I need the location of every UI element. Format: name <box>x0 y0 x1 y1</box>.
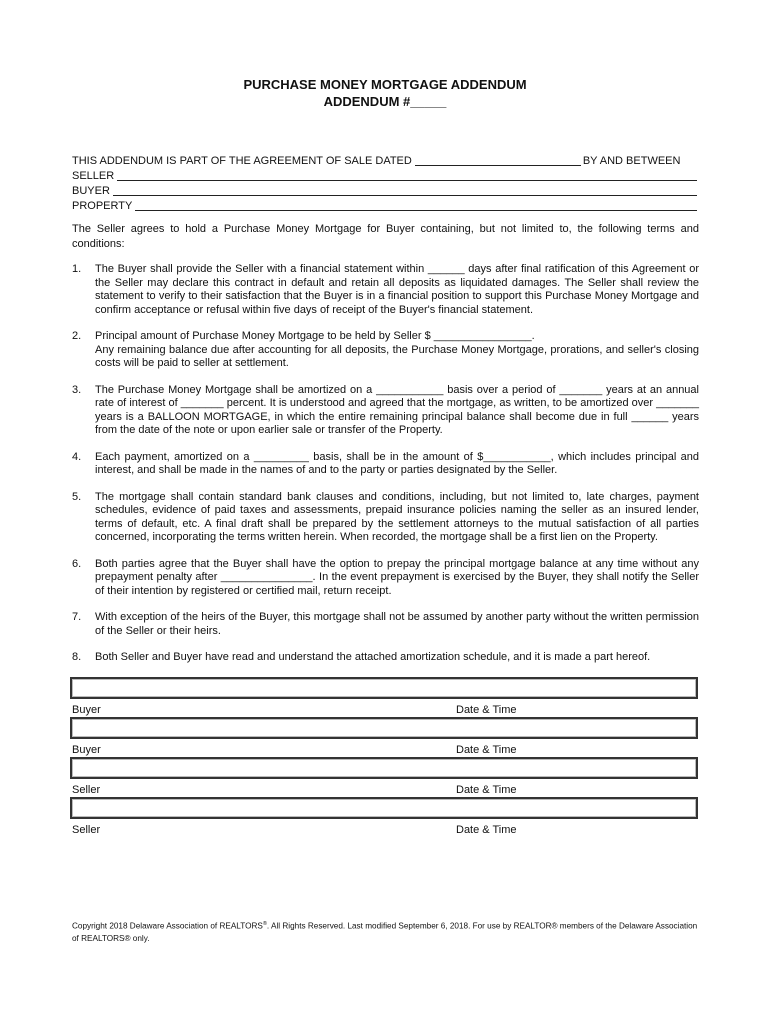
term-item <box>72 330 699 371</box>
seller-signature-field[interactable] <box>70 757 698 779</box>
signature-label: Buyer <box>72 744 101 756</box>
buyer-signature-field[interactable] <box>70 717 698 739</box>
term-number: 5. <box>72 490 82 503</box>
term-item <box>72 558 699 599</box>
term-text: Both parties agree that the Buyer shall have the option to prepay the principal mortgage balance at any time without any prepayment penalty after _______________. In the event prepayment is exercised by the Buyer, they shall notify the Seller of their intention by registered or certified mail, return receipt. <box>95 557 699 597</box>
date-time-label: Date & Time <box>456 784 517 796</box>
date-time-label: Date & Time <box>456 744 517 756</box>
property-label: PROPERTY <box>72 200 133 212</box>
signature-row-seller-1 <box>70 757 698 797</box>
property-field[interactable] <box>135 199 697 211</box>
term-number: 6. <box>72 557 82 570</box>
term-number: 1. <box>72 263 82 275</box>
seller-label: SELLER <box>72 170 115 182</box>
term-text: Each payment, amortized on a _________ basis, shall be in the amount of $___________, which includes principal and interest, and shall be made in the names of and to the party or parties designated by the Seller. <box>95 450 699 476</box>
signature-label: Buyer <box>72 704 101 716</box>
term-item <box>72 611 699 638</box>
signature-label: Seller <box>72 784 101 796</box>
buyer-signature-field[interactable] <box>70 677 698 699</box>
buyer-field[interactable] <box>113 184 697 196</box>
agreement-date-line <box>72 154 699 169</box>
property-line <box>72 199 699 214</box>
term-number: 2. <box>72 330 82 342</box>
date-time-label: Date & Time <box>456 824 517 836</box>
signature-row-buyer-2 <box>70 717 698 757</box>
intro-paragraph: The Seller agrees to hold a Purchase Money Mortgage for Buyer containing, but not limited to, the following terms and conditions: <box>72 223 699 250</box>
term-text: With exception of the heirs of the Buyer, this mortgage shall not be assumed by another party without the written permission of the Seller or their heirs. <box>95 611 699 637</box>
term-text: Principal amount of Purchase Money Mortgage to be held by Seller $ ________________. <box>95 330 535 342</box>
agreement-date-field[interactable] <box>415 154 581 166</box>
signature-row-buyer-1 <box>70 677 698 717</box>
document-header <box>0 76 770 110</box>
parties-section <box>72 154 699 214</box>
term-number: 7. <box>72 611 82 623</box>
signature-label: Seller <box>72 824 101 836</box>
terms-list <box>72 263 699 678</box>
signature-row-seller-2 <box>70 797 698 837</box>
term-item <box>72 451 699 478</box>
buyer-line <box>72 184 699 199</box>
term-item <box>72 384 699 438</box>
term-number: 3. <box>72 383 82 396</box>
term-number: 8. <box>72 651 82 663</box>
copyright-text-continued: . All Rights Reserved. Last modified September 6, 2018. For use by REALTOR® members of the Delaware Association of REALTORS® only. <box>72 921 698 943</box>
agreement-label: THIS ADDENDUM IS PART OF THE AGREEMENT OF SALE DATED <box>72 155 412 167</box>
term-text: The Purchase Money Mortgage shall be amortized on a ___________ basis over a period of _______ years at an annual rate of interest of _______ percent. It is understood and agreed that the mortgage, as written, to be amortized over _______ years is a BALLOON MORTGAGE, in which the entire remaining principal balance shall become due in full ______ years from the date of the note or upon earlier sale or transfer of the Property. <box>95 383 699 436</box>
copyright-text: Copyright 2018 Delaware Association of REALTORS <box>72 921 263 931</box>
term-item <box>72 263 699 317</box>
seller-field[interactable] <box>117 169 697 181</box>
seller-signature-field[interactable] <box>70 797 698 819</box>
term-number: 4. <box>72 450 82 463</box>
term-text: Both Seller and Buyer have read and understand the attached amortization schedule, and it is made a part hereof. <box>95 651 651 663</box>
buyer-label: BUYER <box>72 185 110 197</box>
agreement-suffix: BY AND BETWEEN <box>582 155 681 167</box>
term-item <box>72 651 699 665</box>
document-title: PURCHASE MONEY MORTGAGE ADDENDUM <box>243 77 527 92</box>
seller-line <box>72 169 699 184</box>
registered-mark: ® <box>262 921 267 927</box>
term-text: The mortgage shall contain standard bank clauses and conditions, including, but not limited to, late charges, payment schedules, evidence of paid taxes and assessments, prepaid insurance policies naming the seller as an insured lender, terms of default, etc. A final draft shall be prepared by the settlement attorneys to the mutual satisfaction of all parties concerned, incorporating the terms written herein. When recorded, the mortgage shall be a first lien on the Property. <box>95 490 699 543</box>
copyright-footer <box>72 918 702 945</box>
term-text: The Buyer shall provide the Seller with a financial statement within ______ days after final ratification of this Agreement or the Seller may declare this contract in default and retain all deposits as liquidated damages. The Seller shall review the statement to verify to their satisfaction that the Buyer is in a financial position to support this Purchase Money Mortgage and confirm acceptance or refusal within five days of receipt of the Buyer's financial statement. <box>95 263 699 316</box>
addendum-number: ADDENDUM #_____ <box>323 94 447 109</box>
date-time-label: Date & Time <box>456 704 517 716</box>
term-text-continued: Any remaining balance due after accounting for all deposits, the Purchase Money Mortgage, prorations, and seller's closing costs will be paid to seller at settlement. <box>95 343 699 369</box>
signature-section <box>70 677 698 837</box>
term-item <box>72 491 699 545</box>
